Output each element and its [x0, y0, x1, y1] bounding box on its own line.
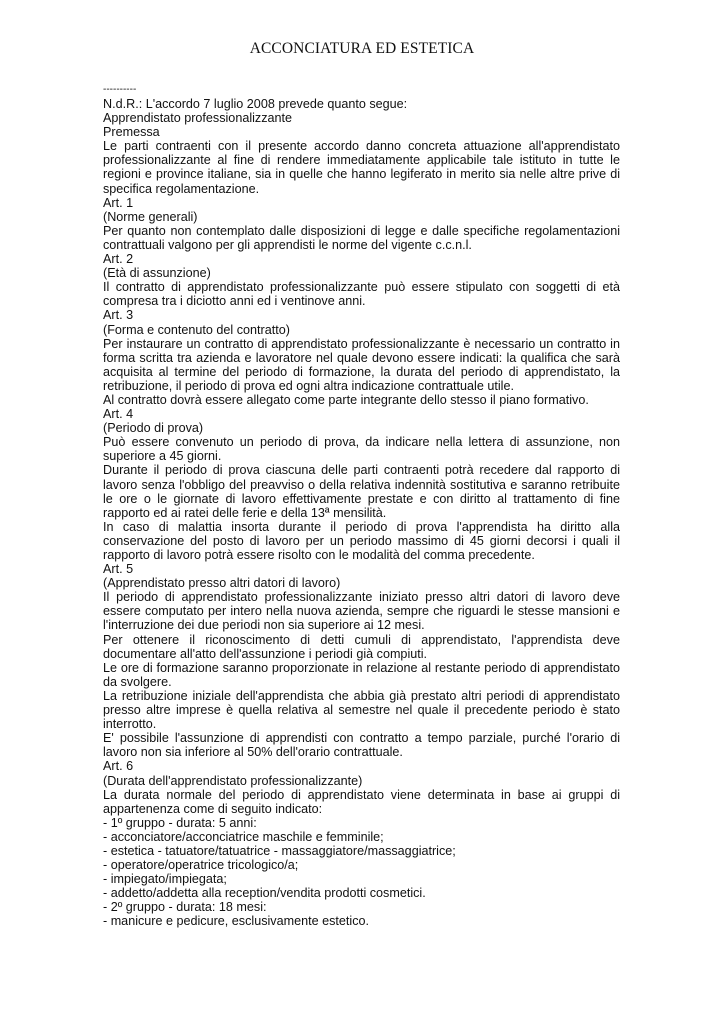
- body-paragraph: Art. 1: [103, 195, 134, 210]
- body-paragraph: Le parti contraenti con il presente accordo danno concreta attuazione all'apprendistato professionalizzante al fine di rendere immediatamente applicabile tale istituto in tutte le regioni e province italiane, sia in quelle che hanno legiferato in merito sia nelle altre prive di specifica regolamentazione.: [103, 139, 620, 196]
- body-paragraph: Art. 5: [103, 562, 134, 577]
- body-paragraph: (Periodo di prova): [103, 421, 204, 436]
- body-paragraph: - operatore/operatrice tricologico/a;: [103, 858, 299, 873]
- body-paragraph: Art. 3: [103, 308, 134, 323]
- separator-line: ----------: [103, 84, 137, 95]
- body-paragraph: - impiegato/impiegata;: [103, 872, 227, 887]
- body-paragraph: Art. 2: [103, 252, 134, 267]
- body-paragraph: (Forma e contenuto del contratto): [103, 322, 290, 337]
- body-paragraph: - acconciatore/acconciatrice maschile e femminile;: [103, 829, 384, 844]
- body-paragraph: Art. 6: [103, 759, 134, 774]
- body-paragraph: Premessa: [103, 125, 160, 140]
- body-paragraph: Per ottenere il riconoscimento di detti cumuli di apprendistato, l'apprendista deve documentare all'atto dell'assunzione i periodi già compiuti.: [103, 632, 620, 661]
- body-paragraph: Al contratto dovrà essere allegato come parte integrante dello stesso il piano formativo.: [103, 392, 589, 407]
- body-paragraph: In caso di malattia insorta durante il periodo di prova l'apprendista ha diritto alla conservazione del posto di lavoro per un periodo massimo di 45 giorni decorsi i quali il rapporto di lavoro potrà essere risolto con le modalità del comma precedente.: [103, 519, 620, 562]
- body-paragraph: (Durata dell'apprendistato professionalizzante): [103, 773, 363, 788]
- body-paragraph: Per quanto non contemplato dalle disposizioni di legge e dalle specifiche regolamentazioni contrattuali valgono per gli apprendisti le norme del vigente c.c.n.l.: [103, 223, 620, 252]
- body-paragraph: - 2º gruppo - durata: 18 mesi:: [103, 900, 267, 915]
- body-paragraph: Il contratto di apprendistato professionalizzante può essere stipulato con soggetti di età compresa tra i diciotto anni ed i ventinove anni.: [103, 280, 620, 309]
- body-paragraph: Il periodo di apprendistato professionalizzante iniziato presso altri datori di lavoro deve essere computato per intero nella nuova azienda, sempre che riguardi le stesse mansioni e l'interruzione dei due periodi non sia superiore ai 12 mesi.: [103, 590, 620, 633]
- body-paragraph: La durata normale del periodo di apprendistato viene determinata in base ai gruppi di appartenenza come di seguito indicato:: [103, 787, 620, 816]
- body-paragraph: Art. 4: [103, 407, 134, 422]
- body-paragraph: N.d.R.: L'accordo 7 luglio 2008 prevede quanto segue:: [103, 97, 408, 111]
- body-paragraph: - manicure e pedicure, esclusivamente estetico.: [103, 914, 369, 929]
- body-paragraph: (Età di assunzione): [103, 266, 211, 281]
- body-paragraph: - 1º gruppo - durata: 5 anni:: [103, 815, 257, 830]
- body-paragraph: - addetto/addetta alla reception/vendita prodotti cosmetici.: [103, 886, 426, 901]
- page-header-title: ACCONCIATURA ED ESTETICA: [249, 40, 475, 57]
- body-paragraph: Le ore di formazione saranno proporzionate in relazione al restante periodo di apprendistato da svolgere.: [103, 660, 620, 689]
- body-paragraph: E' possibile l'assunzione di apprendisti con contratto a tempo parziale, purché l'orario di lavoro non sia inferiore al 50% dell'orario contrattuale.: [103, 731, 620, 760]
- body-paragraph: Per instaurare un contratto di apprendistato professionalizzante è necessario un contratto in forma scritta tra azienda e lavoratore nel quale devono essere indicati: la qualifica che sarà acquisita al termine del periodo di formazione, la durata del periodo di apprendistato, la retribuzione, il periodo di prova ed ogni altra indicazione contrattuale utile.: [103, 336, 620, 393]
- body-paragraph: - estetica - tatuatore/tatuatrice - massaggiatore/massaggiatrice;: [103, 843, 456, 858]
- document-body: [103, 85, 620, 929]
- body-paragraph: La retribuzione iniziale dell'apprendista che abbia già prestato altri periodi di apprendistato presso altre imprese è quella relativa al semestre nel quale il precedente periodo è stato interrotto.: [103, 688, 620, 732]
- body-paragraph: Durante il periodo di prova ciascuna delle parti contraenti potrà recedere dal rapporto di lavoro senza l'obbligo del preavviso o della relativa indennità sostitutiva e saranno retribuite le ore o le giornate di lavoro effettivamente prestate e con diritto al trattamento di fine rapporto ed ai ratei delle ferie e della 13ª mensilità.: [103, 463, 620, 520]
- body-paragraph: (Norme generali): [103, 209, 198, 224]
- body-paragraph: Può essere convenuto un periodo di prova, da indicare nella lettera di assunzione, non superiore a 45 giorni.: [103, 435, 620, 464]
- body-paragraph: Apprendistato professionalizzante: [103, 111, 293, 126]
- body-paragraph: (Apprendistato presso altri datori di lavoro): [103, 576, 341, 591]
